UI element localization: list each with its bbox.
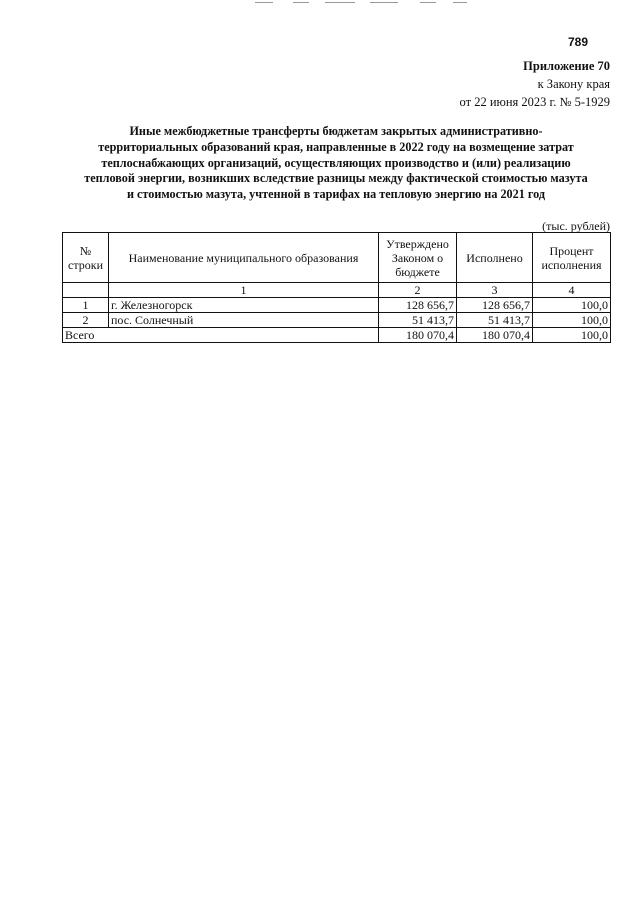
column-number-empty [63,283,109,298]
column-number: 2 [379,283,457,298]
appendix-law-line: к Закону края [537,77,610,91]
title-line: теплоснабжающих организаций, осуществляющих производство и (или) реализацию [101,155,571,170]
title-line: и стоимостью мазута, учтенной в тарифах на тепловую энергию на 2021 год [126,187,546,202]
municipality-name: пос. Солнечный [109,313,379,328]
executed-value: 128 656,7 [457,298,533,313]
column-number: 3 [457,283,533,298]
approved-value: 128 656,7 [379,298,457,313]
title-line: Иные межбюджетные трансферты бюджетам закрытых административно- [129,124,543,138]
scan-artifact-marks [175,0,515,6]
approved-value: 51 413,7 [379,313,457,328]
appendix-block [460,57,610,111]
percent-value: 100,0 [533,298,611,313]
header-executed: Исполнено [457,233,533,283]
appendix-date-line: от 22 июня 2023 г. № 5-1929 [459,95,610,109]
table-row [63,313,611,328]
header-row-number: № строки [63,233,109,283]
table-row [63,298,611,313]
percent-value: 100,0 [533,313,611,328]
page-number: 789 [568,35,589,49]
total-label: Всего [63,328,379,343]
row-number: 2 [63,313,109,328]
total-percent: 100,0 [533,328,611,343]
column-number: 4 [533,283,611,298]
budget-table [62,232,611,343]
document-title [62,124,610,203]
column-number-row [63,283,611,298]
header-approved: Утверждено Законом о бюджете [379,233,457,283]
units-label: (тыс. рублей) [542,219,610,233]
column-number: 1 [109,283,379,298]
total-approved: 180 070,4 [379,328,457,343]
total-executed: 180 070,4 [457,328,533,343]
total-row [63,328,611,343]
title-line: тепловой энергии, возникших вследствие разницы между фактической стоимостью мазута [84,171,588,186]
header-percent: Процент исполнения [533,233,611,283]
municipality-name: г. Железногорск [109,298,379,313]
row-number: 1 [63,298,109,313]
table-header-row [63,233,611,283]
appendix-title: Приложение 70 [523,59,610,73]
title-line: территориальных образований края, направленные в 2022 году на возмещение затрат [98,139,574,154]
header-municipality-name: Наименование муниципального образования [109,233,379,283]
executed-value: 51 413,7 [457,313,533,328]
